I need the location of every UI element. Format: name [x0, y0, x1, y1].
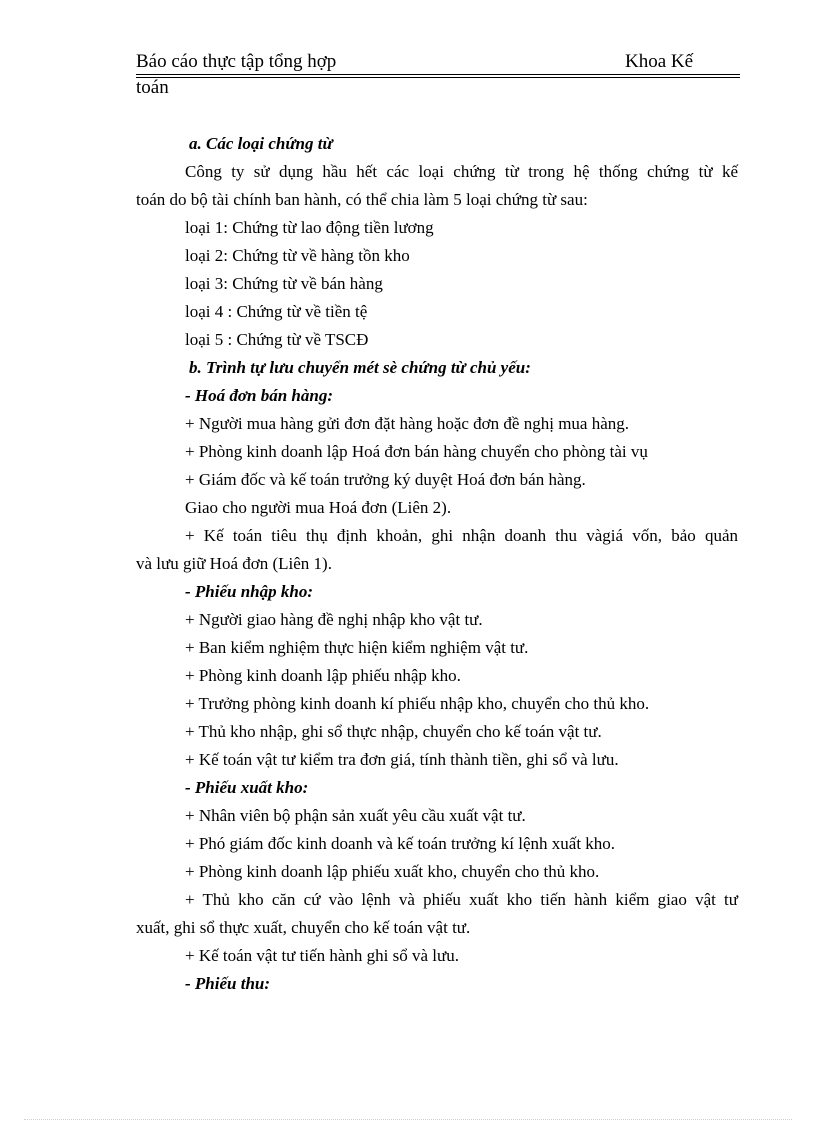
invoice-last-step-line-2: và lưu giữ Hoá đơn (Liên 1).: [136, 554, 332, 573]
issue-note-long-step-line-1: + Thủ kho căn cứ vào lệnh và phiếu xuất kho tiến hành kiểm giao vật tư: [185, 890, 738, 909]
header-rule-bottom: [136, 77, 740, 78]
issue-note-long-step-line-2: xuất, ghi sổ thực xuất, chuyển cho kế toán vật tư.: [136, 918, 471, 937]
receipt-note-step: + Trưởng phòng kinh doanh kí phiếu nhập kho, chuyển cho thủ kho.: [185, 694, 650, 713]
invoice-step: + Giám đốc và kế toán trưởng ký duyệt Hoá đơn bán hàng.: [185, 470, 586, 489]
receipt-note-step: + Phòng kinh doanh lập phiếu nhập kho.: [185, 666, 461, 685]
issue-note-final-step: + Kế toán vật tư tiến hành ghi sổ và lưu.: [185, 946, 459, 965]
invoice-step: Giao cho người mua Hoá đơn (Liên 2).: [185, 498, 452, 517]
section-a-intro-line-1: Công ty sử dụng hầu hết các loại chứng từ trong hệ thống chứng từ kế: [185, 162, 738, 181]
section-b-heading: b. Trình tự lưu chuyển mét sè chứng từ chủ yếu:: [189, 358, 531, 377]
document-type-item: loại 3: Chứng từ về bán hàng: [185, 274, 383, 293]
issue-note-heading: - Phiếu xuất kho:: [185, 778, 309, 797]
header-title-left: Báo cáo thực tập tổng hợp: [136, 51, 337, 72]
document-type-item: loại 2: Chứng từ về hàng tồn kho: [185, 246, 410, 265]
header-rule-top: [136, 74, 740, 75]
section-a-heading: a. Các loại chứng từ: [189, 134, 333, 153]
issue-note-step: + Phòng kinh doanh lập phiếu xuất kho, chuyển cho thủ kho.: [185, 862, 600, 881]
issue-note-step: + Nhân viên bộ phận sản xuất yêu cầu xuất vật tư.: [185, 806, 526, 825]
document-type-item: loại 1: Chứng từ lao động tiền lương: [185, 218, 434, 237]
section-a-intro-line-2: toán do bộ tài chính ban hành, có thể chia làm 5 loại chứng từ sau:: [136, 190, 588, 209]
invoice-step: + Phòng kinh doanh lập Hoá đơn bán hàng chuyển cho phòng tài vụ: [185, 442, 648, 461]
invoice-heading: - Hoá đơn bán hàng:: [185, 386, 333, 405]
document-type-item: loại 4 : Chứng từ về tiền tệ: [185, 302, 368, 321]
invoice-step: + Người mua hàng gửi đơn đặt hàng hoặc đơn đề nghị mua hàng.: [185, 414, 630, 433]
receipt-note-step: + Thủ kho nhập, ghi sổ thực nhập, chuyển cho kế toán vật tư.: [185, 722, 602, 741]
header-title-right: Khoa Kế: [625, 51, 694, 72]
receipt-note-step: + Ban kiểm nghiệm thực hiện kiểm nghiệm vật tư.: [185, 638, 529, 657]
invoice-last-step-line-1: + Kế toán tiêu thụ định khoản, ghi nhận doanh thu vàgiá vốn, bảo quản: [185, 526, 738, 545]
receipt-note-heading: - Phiếu nhập kho:: [185, 582, 313, 601]
page-bottom-edge: [24, 1119, 792, 1120]
cash-receipt-heading: - Phiếu thu:: [185, 974, 271, 993]
document-type-item: loại 5 : Chứng từ về TSCĐ: [185, 330, 369, 349]
receipt-note-step: + Kế toán vật tư kiểm tra đơn giá, tính thành tiền, ghi sổ và lưu.: [185, 750, 619, 769]
issue-note-step: + Phó giám đốc kinh doanh và kế toán trưởng kí lệnh xuất kho.: [185, 834, 616, 853]
receipt-note-step: + Người giao hàng đề nghị nhập kho vật tư.: [185, 610, 483, 629]
header-title-wrap: toán: [136, 77, 169, 98]
